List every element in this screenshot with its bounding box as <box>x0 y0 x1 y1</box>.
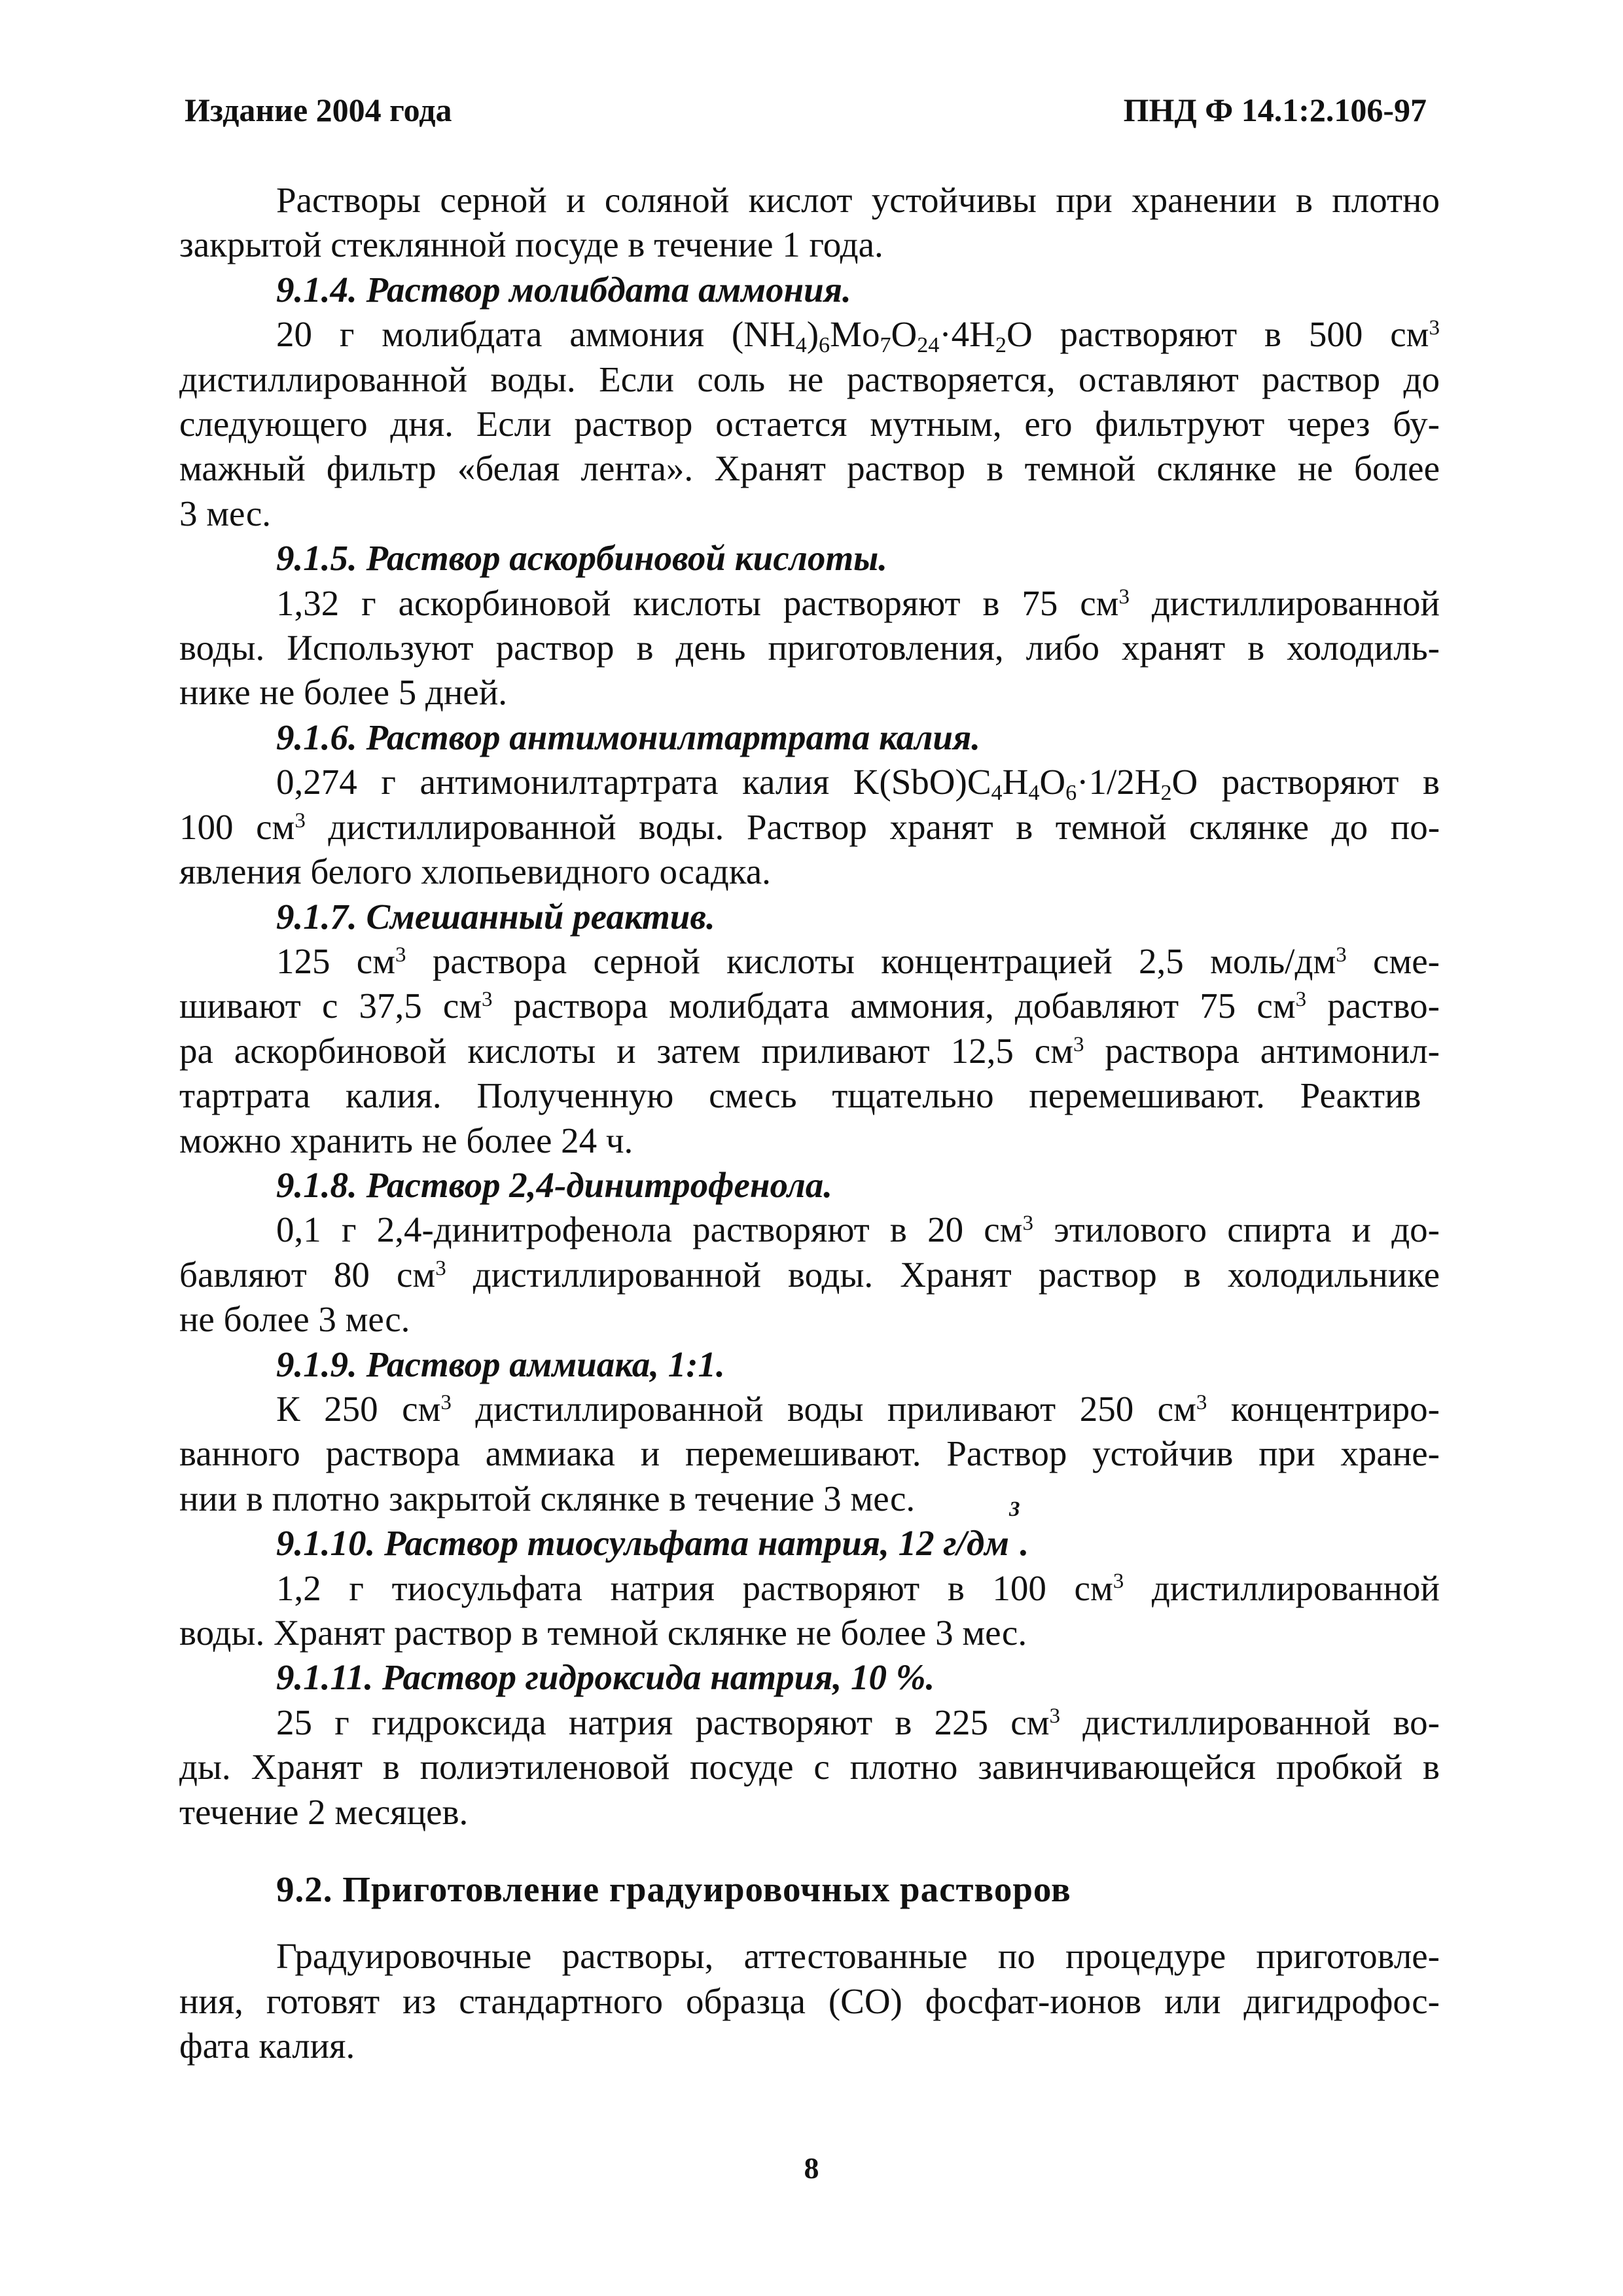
section-9-1-5-line-3: нике не более 5 дней. <box>179 672 508 713</box>
section-9-1-8-line-2: бавляют 80 $см^3$ дистиллированной воды. Хранят раствор в холодильнике <box>179 1254 1440 1295</box>
section-9-2-line-1: Градуировочные растворы, аттестованные по процедуре приготовле- <box>276 1936 1440 1977</box>
section-9-1-8-title: 9.1.8. Раствор 2,4-динитрофенола. <box>276 1164 833 1205</box>
section-gap <box>179 1912 1440 1934</box>
intro-line-2: закрытой стеклянной посуде в течение 1 года. <box>179 224 883 265</box>
section-9-1-10-line-1: 1,2 г тиосульфата натрия растворяют в 100 $см^3$ дистиллированной <box>276 1568 1440 1608</box>
section-9-1-10-line-2: воды. Хранят раствор в темной склянке не более 3 мес. <box>179 1613 1027 1653</box>
section-9-2-line-3: фата калия. <box>179 2026 355 2066</box>
section-9-1-4-line-2: дистиллированной воды. Если соль не растворяется, оставляют раствор до <box>179 359 1440 399</box>
section-9-2-title: 9.2. Приготовление градуировочных растворов <box>276 1869 1071 1910</box>
section-9-1-6-line-1: 0,274 г антимонилтартрата калия $K(SbO)C_4H_4O_6\cdot 1/2H_2O$ растворяют в <box>276 762 1440 805</box>
section-gap <box>179 1835 1440 1867</box>
section-9-1-4-title: 9.1.4. Раствор молибдата аммония. <box>276 269 851 310</box>
section-9-1-11-line-2: ды. Хранят в полиэтиленовой посуде с плотно завинчивающейся пробкой в <box>179 1747 1440 1787</box>
section-9-1-7-line-1: 125 $см^3$ раствора серной кислоты концентрацией 2,5 моль/$дм^3$ сме- <box>276 941 1440 981</box>
section-9-1-6-line-2: 100 $см^3$ дистиллированной воды. Раствор хранят в темной склянке до по- <box>179 806 1440 847</box>
section-9-1-9-line-1: К 250 $см^3$ дистиллированной воды приливают 250 $см^3$ концентриро- <box>276 1388 1440 1429</box>
section-9-1-6-title: 9.1.6. Раствор антимонилтартрата калия. <box>276 717 980 757</box>
section-9-1-8-line-3: не более 3 мес. <box>179 1299 410 1340</box>
section-9-1-7-line-4: тартрата калия. Полученную смесь тщательно перемешивают. Реактив <box>179 1075 1421 1116</box>
edition-header: Издание 2004 года <box>185 92 452 128</box>
section-9-1-9-line-2: ванного раствора аммиака и перемешивают. Раствор устойчив при хране- <box>179 1433 1440 1474</box>
section-9-2-line-2: ния, готовят из стандартного образца (СО) фосфат-ионов или дигидрофос- <box>179 1981 1440 2021</box>
page-number: 8 <box>804 2151 819 2185</box>
section-9-1-4-line-1: 20 г молибдата аммония $(NH_4)_6Mo_7O_{24}\cdot 4H_2O$ растворяют в 500 $см^3$ <box>276 314 1440 357</box>
section-9-1-7-line-3: ра аскорбиновой кислоты и затем приливают 12,5 $см^3$ раствора антимонил- <box>179 1030 1440 1071</box>
body-text <box>179 178 1440 2069</box>
intro-line-1: Растворы серной и соляной кислот устойчивы при хранении в плотно <box>276 180 1440 220</box>
section-9-1-6-line-3: явления белого хлопьевидного осадка. <box>179 852 771 892</box>
section-9-1-5-line-2: воды. Используют раствор в день приготовления, либо хранят в холодиль- <box>179 628 1440 668</box>
section-9-1-5-line-1: 1,32 г аскорбиновой кислоты растворяют в 75 $см^3$ дистиллированной <box>276 583 1440 623</box>
section-9-1-4-line-4: мажный фильтр «белая лента». Хранят раствор в темной склянке не более <box>179 448 1440 489</box>
section-9-1-4-line-3: следующего дня. Если раствор остается мутным, его фильтруют через бу- <box>179 404 1440 444</box>
section-9-1-7-line-2: шивают с 37,5 $см^3$ раствора молибдата аммония, добавляют 75 $см^3$ раство- <box>179 986 1440 1026</box>
section-9-1-9-title: 9.1.9. Раствор аммиака, 1:1. <box>276 1344 725 1384</box>
section-9-1-11-line-3: течение 2 месяцев. <box>179 1791 469 1832</box>
section-9-1-5-title: 9.1.5. Раствор аскорбиновой кислоты. <box>276 538 888 579</box>
section-9-1-10-title: 9.1.10. Раствор тиосульфата натрия, 12 г/дм $^3$ . <box>276 1498 1029 1564</box>
section-9-1-8-line-1: 0,1 г 2,4-динитрофенола растворяют в 20 $см^3$ этилового спирта и до- <box>276 1210 1440 1250</box>
section-9-1-9-line-3: нии в плотно закрытой склянке в течение 3 мес. <box>179 1478 916 1518</box>
section-9-1-4-line-5: 3 мес. <box>179 493 271 533</box>
document-code-header: ПНД Ф 14.1:2.106-97 <box>1123 92 1427 128</box>
section-9-1-11-title: 9.1.11. Раствор гидроксида натрия, 10 %. <box>276 1657 935 1698</box>
section-9-1-7-line-5: можно хранить не более 24 ч. <box>179 1120 633 1160</box>
section-9-1-11-line-1: 25 г гидроксида натрия растворяют в 225 $см^3$ дистиллированной во- <box>276 1702 1440 1742</box>
section-9-1-7-title: 9.1.7. Смешанный реактив. <box>276 896 715 937</box>
